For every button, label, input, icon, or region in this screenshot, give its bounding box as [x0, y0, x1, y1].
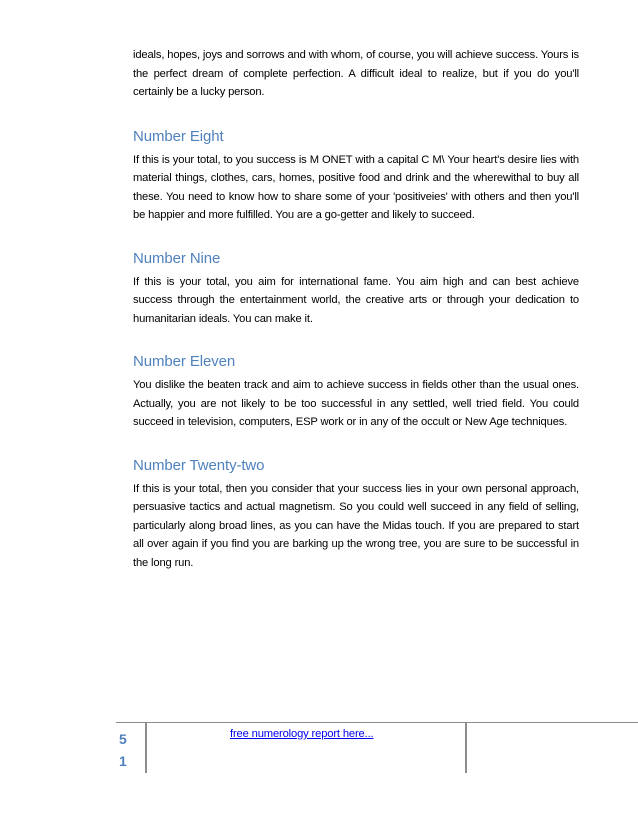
page-number-digit-1: 5: [119, 731, 127, 747]
heading-number-eleven: Number Eleven: [133, 353, 236, 370]
footer-divider-right: [465, 723, 467, 773]
paragraph-number-nine: If this is your total, you aim for international fame. You aim high and can best achieve success through the entertainment world, the creative arts or through your dedication to humanitarian ideals. You can make it.: [133, 275, 579, 325]
numerology-report-link[interactable]: free numerology report here...: [230, 728, 374, 740]
page-number: [119, 728, 139, 772]
page-number-digit-2: 1: [119, 753, 127, 769]
footer-divider-left: [145, 723, 147, 773]
paragraph-number-eight: If this is your total, to you success is M ONET with a capital C M\ Your heart's desire lies with material things, clothes, cars, homes, positive food and drink and the wherewithal to buy all these. You need to know how to share some of your 'positiveies' with others and then you'll be happier and more fulfilled. You are a go-getter and likely to succeed.: [133, 153, 579, 221]
intro-paragraph: ideals, hopes, joys and sorrows and with whom, of course, you will achieve success. Yours is the perfect dream of complete perfection. A difficult ideal to realize, but if you do you'll certainly be a lucky person.: [133, 49, 579, 98]
heading-number-twenty-two: Number Twenty-two: [133, 456, 265, 474]
paragraph-number-eleven: You dislike the beaten track and aim to achieve success in fields other than the usual ones. Actually, you are not likely to be too successful in any settled, well tried field. You could succeed in television, computers, ESP work or in any of the occult or New Age techniques.: [133, 379, 579, 428]
footer-divider: [116, 722, 638, 723]
heading-number-eight: Number Eight: [133, 127, 224, 145]
heading-number-nine: Number Nine: [133, 249, 221, 267]
paragraph-number-twenty-two: If this is your total, then you consider that your success lies in your own personal approach, persuasive tactics and actual magnetism. So you could well succeed in any field of selling, particularly along broad lines, as you can have the Midas touch. If you are prepared to start all over again if you find you are barking up the wrong tree, you are sure to be successful in the long run.: [133, 482, 579, 569]
page-content: [133, 46, 579, 572]
